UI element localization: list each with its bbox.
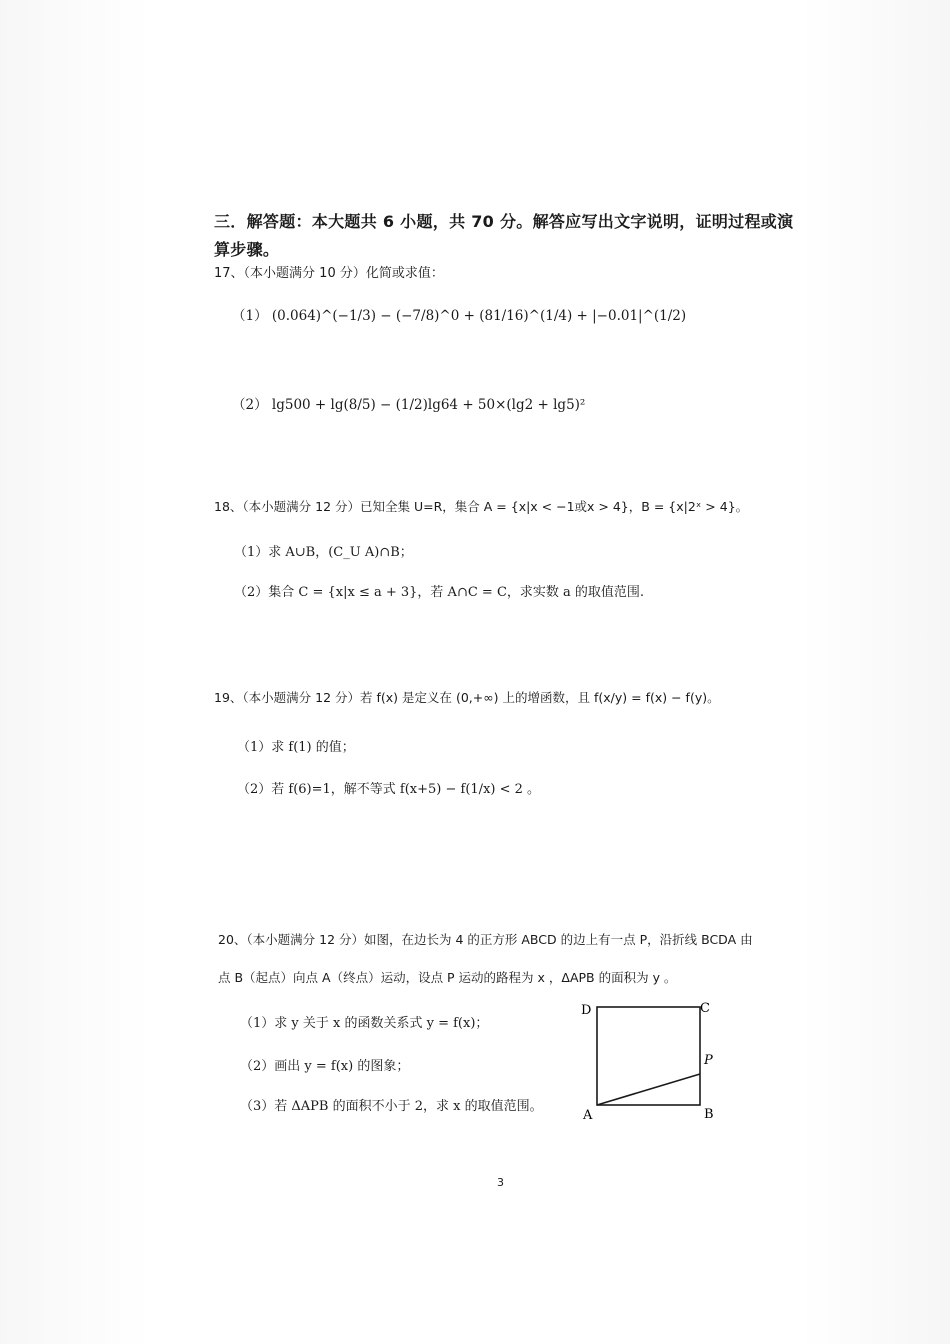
segment-ap [597,1074,700,1105]
q17-part1-expression: (0.064)^(−1/3) − (−7/8)^0 + (81/16)^(1/4) + |−0.01|^(1/2) [271,308,687,324]
q19-title: 19、（本小题满分 12 分）若 f(x) 是定义在 (0,+∞) 上的增函数，且 f(x/y) = f(x) − f(y)。 [214,690,720,705]
q18-part1: （1）求 A∪B，(C_U A)∩B； [234,545,413,560]
q18-title: 18、（本小题满分 12 分）已知全集 U=R，集合 A = {x|x < −1或x > 4}，B = {x|2ˣ > 4}。 [214,499,749,514]
vertex-label-c: C [700,1001,710,1016]
q17-part2-label: （2） [232,397,268,413]
q19-part2: （2）若 f(6)=1，解不等式 f(x+5) − f(1/x) < 2 。 [237,782,541,797]
q20-part3: （3）若 ΔAPB 的面积不小于 2，求 x 的取值范围。 [240,1099,543,1114]
q18-part2: （2）集合 C = {x|x ≤ a + 3}，若 A∩C = C，求实数 a 的取值范围. [234,585,645,600]
q20-title-line-2: 点 B（起点）向点 A（终点）运动，设点 P 运动的路程为 x ，ΔAPB 的面积为 y 。 [218,970,677,985]
q17-part1-label: （1） [232,308,268,324]
point-label-p: P [704,1053,713,1068]
q20-title-line-1: 20、（本小题满分 12 分）如图，在边长为 4 的正方形 ABCD 的边上有一点 P，沿折线 BCDA 由 [218,932,753,947]
section-header-line-2: 算步骤。 [214,240,280,259]
q17-part2 [232,393,585,413]
section-header [214,208,793,264]
q20-part1: （1）求 y 关于 x 的函数关系式 y = f(x)； [240,1016,489,1031]
section-header-line-1: 三．解答题：本大题共 6 小题，共 70 分。解答应写出文字说明，证明过程或演 [214,212,794,231]
page-number: 3 [497,1176,504,1189]
vertex-label-a: A [583,1108,593,1123]
q19-part1: （1）求 f(1) 的值； [237,740,355,755]
q17-title: 17、（本小题满分 10 分）化简或求值： [214,266,444,281]
vertex-label-d: D [581,1003,592,1018]
q20-part2: （2）画出 y = f(x) 的图象； [240,1059,410,1074]
q17-part1 [232,304,686,324]
q17-part2-expression: lg500 + lg(8/5) − (1/2)lg64 + 50×(lg2 + lg5)² [271,397,586,413]
vertex-label-b: B [704,1107,714,1122]
square-abcd-figure [570,992,730,1127]
